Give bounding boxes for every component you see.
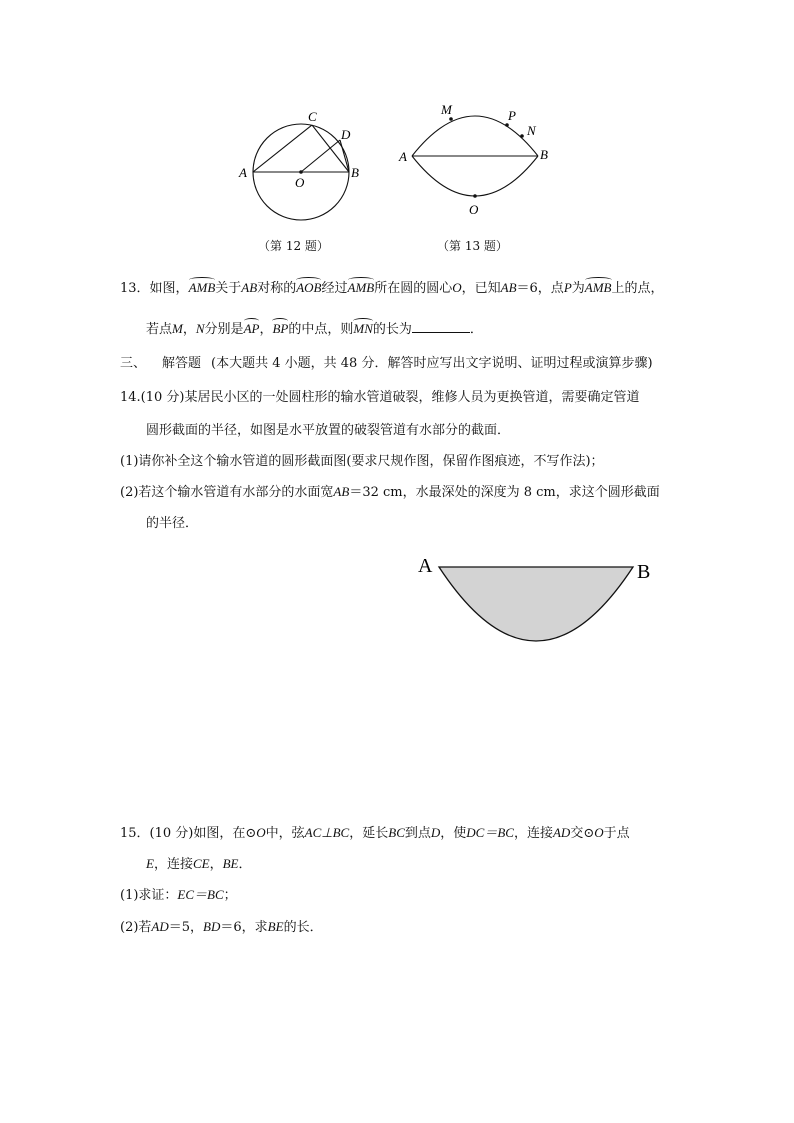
q13-line-2 xyxy=(146,318,483,337)
seg-bd: BD xyxy=(203,919,221,934)
section-note: (本大题共 4 小题，共 48 分．解答时应写出文字说明、证明过程或演算步骤) xyxy=(211,356,653,371)
text: 为 xyxy=(571,281,585,296)
ac-perp-bc: AC⊥BC xyxy=(304,825,350,840)
fig12-center-point xyxy=(299,170,303,174)
text: ． xyxy=(469,322,483,337)
fig13-point-n xyxy=(520,134,524,138)
text: (2)若 xyxy=(120,920,152,935)
fig13-label-a: A xyxy=(399,149,407,164)
text: ＝5， xyxy=(168,920,204,935)
fig13-label-o: O xyxy=(469,202,479,217)
section-number: 三、 xyxy=(120,356,147,371)
text: 的长． xyxy=(283,920,323,935)
text: 所在圆的圆心 xyxy=(374,281,453,296)
section-3-heading xyxy=(120,352,653,371)
q14-sub-2-line-2: 的半径． xyxy=(146,516,199,531)
fig12-label-c: C xyxy=(308,109,317,124)
q14-line-2: 圆形截面的半径，如图是水平放置的破裂管道有水部分的截面． xyxy=(146,423,511,438)
figure-13 xyxy=(395,98,560,223)
fig13-arc-aob xyxy=(412,156,538,196)
fig12-caption: （第 12 题） xyxy=(258,239,329,253)
q14-line-1: 14.(10 分)某居民小区的一处圆柱形的输水管道破裂，维修人员为更换管道，需要确定管道 xyxy=(120,390,640,405)
fig12-chord-ac xyxy=(253,125,312,172)
figure-12 xyxy=(230,100,370,225)
text: ； xyxy=(223,888,237,903)
arc-mn: MN xyxy=(353,321,373,336)
seg-ad: AD xyxy=(552,825,571,840)
fig13-caption: （第 13 题） xyxy=(437,239,508,253)
fig12-label-d: D xyxy=(341,127,351,142)
arc-aob: AOB xyxy=(296,280,322,295)
fig14-label-a: A xyxy=(418,555,433,577)
point-n: N xyxy=(195,321,205,336)
dc-eq-bc: DC＝BC xyxy=(466,825,514,840)
circle-o: O xyxy=(594,825,604,840)
seg-ab: AB xyxy=(333,484,350,499)
seg-be: BE xyxy=(267,919,284,934)
fig12-segment-od xyxy=(301,140,340,172)
fig12-label-b: B xyxy=(351,165,359,180)
fig13-arc-amb xyxy=(412,116,538,156)
text: ＝6，求 xyxy=(220,920,268,935)
text: ，连接 xyxy=(513,826,553,841)
fig12-chord-db xyxy=(340,140,349,172)
text: 经过 xyxy=(321,281,348,296)
q13-line-1 xyxy=(120,277,664,296)
seg-ce: CE xyxy=(192,856,210,871)
q15-sub-2 xyxy=(120,916,323,935)
point-o: O xyxy=(452,280,462,295)
q14-sub-1: (1)请你补全这个输水管道的圆形截面图(要求尺规作图，保留作图痕迹，不写作法)； xyxy=(120,454,604,469)
fig13-label-p: P xyxy=(508,108,516,123)
arc-amb: AMB xyxy=(584,280,612,295)
text: 如图， xyxy=(149,281,189,296)
seg-bc: BC xyxy=(388,825,405,840)
seg-ab: AB xyxy=(241,280,258,295)
fig12-label-o: O xyxy=(295,175,305,190)
text: (2)若这个输水管道有水部分的水面宽 xyxy=(120,485,334,500)
text: ＝6，点 xyxy=(516,281,564,296)
text: 的长为 xyxy=(372,322,412,337)
text: ， xyxy=(209,857,223,872)
text: ，延长 xyxy=(349,826,389,841)
water-section xyxy=(439,567,633,641)
fig12-label-a: A xyxy=(239,165,247,180)
text: 到点 xyxy=(404,826,431,841)
text: 对称的 xyxy=(257,281,297,296)
text: 于点 xyxy=(603,826,630,841)
point-m: M xyxy=(172,321,183,336)
point-p: P xyxy=(563,280,572,295)
ec-eq-bc: EC＝BC xyxy=(177,887,224,902)
q14-sub-2 xyxy=(120,481,660,500)
q15-line-1 xyxy=(120,822,630,841)
answer-blank xyxy=(412,320,470,333)
point-e: E xyxy=(146,856,154,871)
fig13-point-m xyxy=(449,117,453,121)
seg-ad: AD xyxy=(151,919,169,934)
text: 中，弦 xyxy=(265,826,305,841)
text: ，使 xyxy=(440,826,467,841)
section-title: 解答题 xyxy=(162,356,202,371)
text: ，连接 xyxy=(153,857,193,872)
fig13-label-m: M xyxy=(441,102,452,117)
arc-ap: AP xyxy=(243,321,260,336)
q13-number: 13． xyxy=(120,281,150,296)
text: 上的点， xyxy=(611,281,664,296)
text: 关于 xyxy=(215,281,242,296)
circle-o: O xyxy=(256,825,266,840)
fig13-label-b: B xyxy=(540,147,548,162)
figure-14 xyxy=(412,550,662,650)
arc-amb: AMB xyxy=(347,280,375,295)
seg-be: BE xyxy=(222,856,239,871)
fig13-point-o xyxy=(473,194,477,198)
text: 的中点，则 xyxy=(288,322,354,337)
text: ，已知 xyxy=(461,281,501,296)
q15-line-2 xyxy=(146,853,252,872)
fig13-point-p xyxy=(505,123,509,127)
fig14-label-b: B xyxy=(637,561,651,583)
arc-bp: BP xyxy=(272,321,289,336)
text: 若点 xyxy=(146,322,173,337)
text: ， xyxy=(182,322,196,337)
text: 交⊙ xyxy=(570,826,595,841)
text: 15．(10 分)如图，在⊙ xyxy=(120,826,257,841)
text: 分别是 xyxy=(204,322,244,337)
fig13-label-n: N xyxy=(527,123,536,138)
point-d: D xyxy=(430,825,441,840)
text: (1)求证： xyxy=(120,888,178,903)
text: ， xyxy=(259,322,273,337)
text: ＝32 cm，水最深处的深度为 8 cm，求这个圆形截面 xyxy=(349,485,660,500)
arc-amb: AMB xyxy=(188,280,216,295)
q15-sub-1 xyxy=(120,884,237,903)
seg-ab: AB xyxy=(500,280,517,295)
text: ． xyxy=(238,857,252,872)
